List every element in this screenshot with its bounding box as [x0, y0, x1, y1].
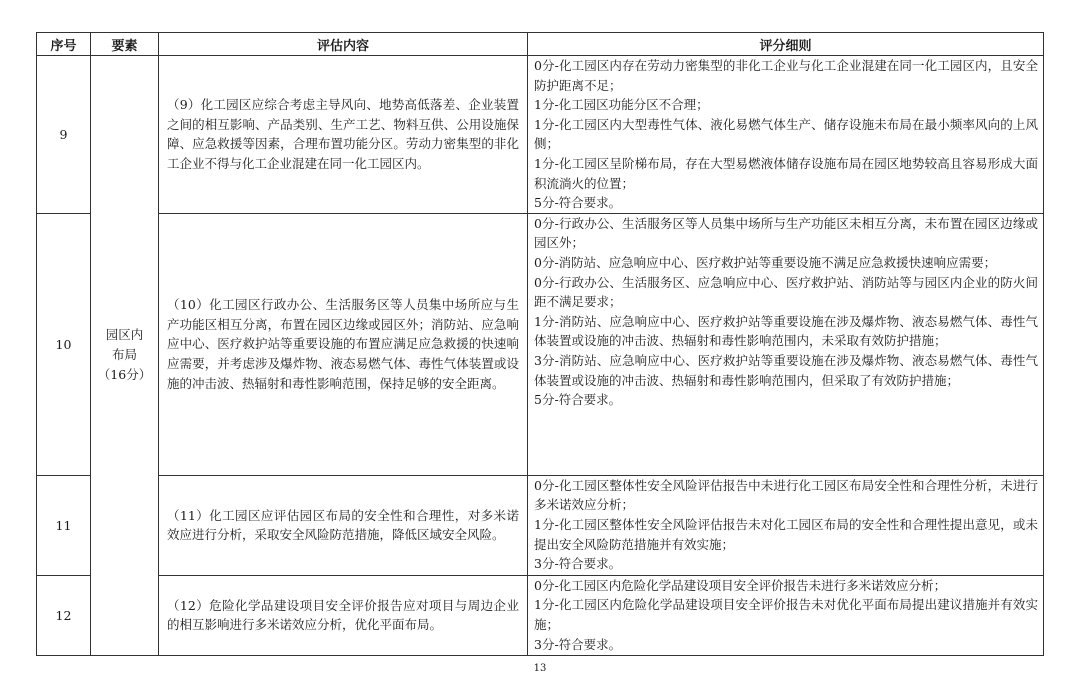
row-content: （12）危险化学品建设项目安全评价报告应对项目与周边企业的相互影响进行多米诺效应分析，优化平面布局。 [159, 575, 528, 655]
header-row [37, 33, 1044, 56]
table-row [37, 475, 1044, 575]
rule-item: 5分-符合要求。 [534, 195, 622, 211]
rule-item: 0分-化工园区内危险化学品建设项目安全评价报告未进行多米诺效应分析； [534, 577, 947, 593]
element-line: 布局 [111, 347, 137, 363]
rule-item: 1分-消防站、应急响应中心、医疗救护站等重要设施在涉及爆炸物、液态易燃气体、毒性气体装置或设施的冲击波、热辐射和毒性影响范围内，未采取有效防护措施； [534, 313, 1038, 349]
row-content: （10）化工园区行政办公、生活服务区等人员集中场所应与生产功能区相互分离，布置在园区边缘或园区外；消防站、应急响应中心、医疗救护站等重要设施的布置应满足应急救援的快速响应需要，并考虑涉及爆炸物、液态易燃气体、毒性气体装置或设施的冲击波、热辐射和毒性影响范围，保持足够的安全距离。 [159, 213, 528, 475]
rule-item: 1分-化工园区内危险化学品建设项目安全评价报告未对优化平面布局提出建议措施并有效实施； [534, 597, 1038, 632]
rule-item: 0分-行政办公、生活服务区等人员集中场所与生产功能区未相互分离，未布置在园区边缘或园区外； [534, 215, 1038, 251]
rule-item: 5分-符合要求。 [534, 392, 622, 408]
row-seq: 9 [37, 56, 91, 214]
rule-item: 1分-化工园区内大型毒性气体、液化易燃气体生产、储存设施未布局在最小频率风向的上风侧； [534, 116, 1038, 152]
row-rules [528, 56, 1044, 214]
rule-item: 3分-符合要求。 [534, 636, 622, 652]
row-seq: 11 [37, 475, 91, 575]
table-row [37, 56, 1044, 214]
header-content: 评估内容 [159, 33, 528, 56]
row-rules [528, 213, 1044, 475]
rule-item: 0分-化工园区整体性安全风险评估报告中未进行化工园区布局安全性和合理性分析，未进行多米诺效应分析； [534, 477, 1038, 513]
rule-item: 1分-化工园区整体性安全风险评估报告未对化工园区布局的安全性和合理性提出意见，或未提出安全风险防范措施并有效实施； [534, 516, 1038, 552]
row-seq: 10 [37, 213, 91, 475]
rule-item: 3分-消防站、应急响应中心、医疗救护站等重要设施在涉及爆炸物、液态易燃气体、毒性气体装置或设施的冲击波、热辐射和毒性影响范围内，但采取了有效防护措施； [534, 352, 1038, 388]
rule-item: 0分-行政办公、生活服务区、应急响应中心、医疗救护站、消防站等与园区内企业的防火间距不满足要求； [534, 274, 1038, 310]
table-row [37, 575, 1044, 655]
row-rules [528, 575, 1044, 655]
scoring-table [36, 32, 1044, 656]
row-content: （11）化工园区应评估园区布局的安全性和合理性，对多米诺效应进行分析，采取安全风险防范措施，降低区域安全风险。 [159, 475, 528, 575]
element-score: （16分） [97, 367, 152, 383]
row-rules [528, 475, 1044, 575]
element-line: 园区内 [105, 327, 144, 343]
rule-item: 1分-化工园区呈阶梯布局，存在大型易燃液体储存设施布局在园区地势较高且容易形成大面积流淌火的位置； [534, 155, 1038, 191]
header-seq: 序号 [37, 33, 91, 56]
row-seq: 12 [37, 575, 91, 655]
element-cell [91, 56, 159, 656]
header-element: 要素 [91, 33, 159, 56]
header-rules: 评分细则 [528, 33, 1044, 56]
rule-item: 0分-化工园区内存在劳动力密集型的非化工企业与化工企业混建在同一化工园区内，且安全防护距离不足； [534, 58, 1038, 93]
rule-item: 3分-符合要求。 [534, 556, 622, 572]
table-row [37, 213, 1044, 475]
rule-item: 1分-化工园区功能分区不合理； [534, 97, 709, 113]
row-content: （9）化工园区应综合考虑主导风向、地势高低落差、企业装置之间的相互影响、产品类别、生产工艺、物料互供、公用设施保障、应急救援等因素，合理布置功能分区。劳动力密集型的非化工企业不得与化工企业混建在同一化工园区内。 [159, 56, 528, 214]
rule-item: 0分-消防站、应急响应中心、医疗救护站等重要设施不满足应急救援快速响应需要； [534, 254, 997, 270]
page-number: 13 [533, 663, 547, 674]
